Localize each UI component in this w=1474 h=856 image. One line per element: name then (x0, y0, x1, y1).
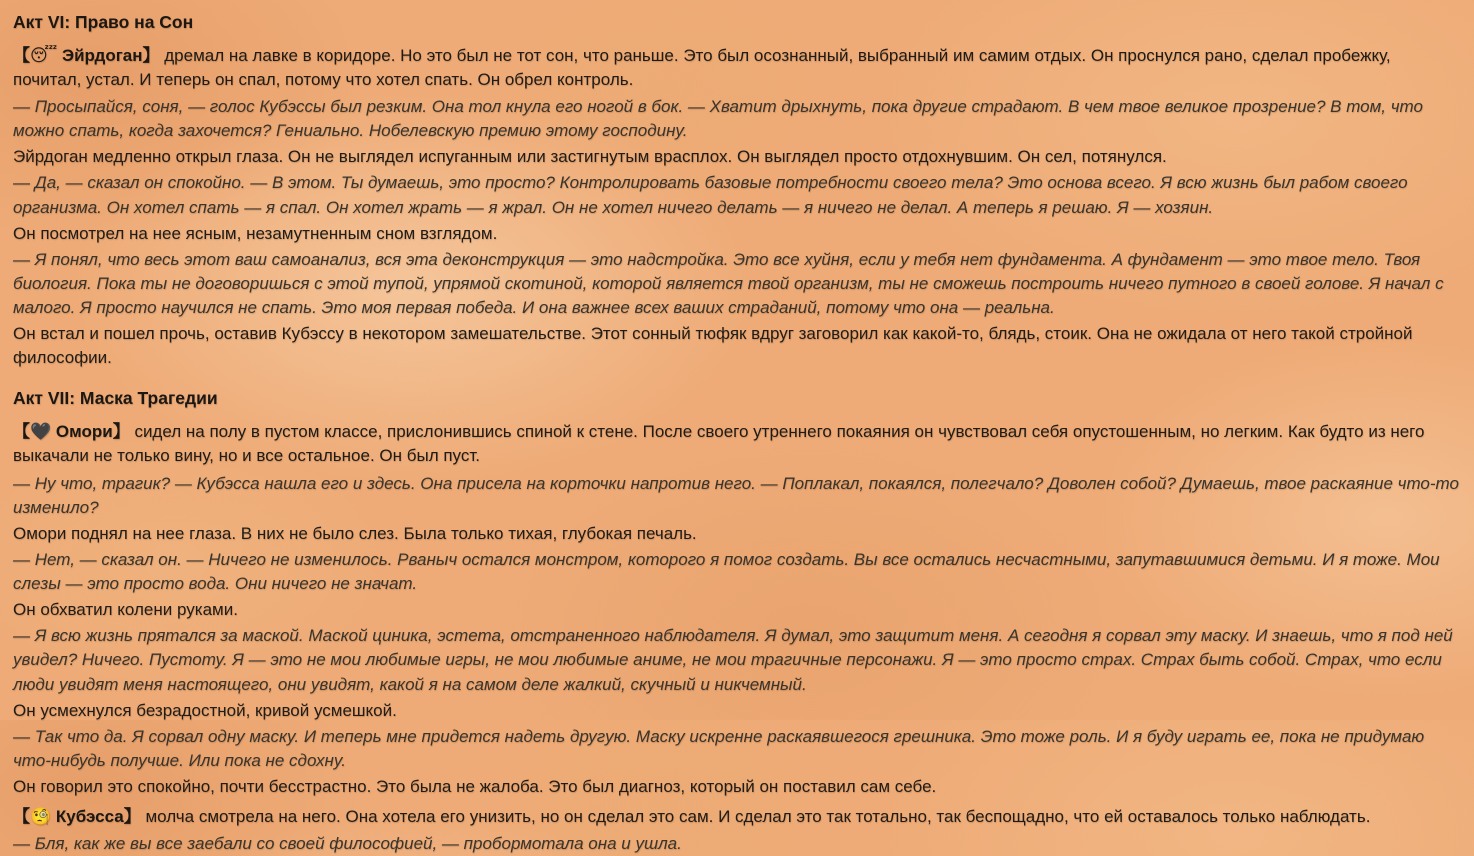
bracket-open: 【 (13, 422, 30, 442)
bracket-open: 【 (13, 45, 30, 65)
character-paragraph (13, 420, 1460, 468)
dialogue-paragraph: — Я всю жизнь прятался за маской. Маской циника, эстета, отстраненного наблюдателя. Я думал, это защитит меня. А сегодня я сорвал эту маску. И знаешь, что я под ней увидел? Ничего. Пустоту. Я — это не мои любимые игры, не мои любимые аниме, не мои трагичные персонажи. Я — это просто страх. Страх быть собой. Страх, что если люди увидят меня настоящего, они увидят, какой я на самом деле жалкий, скучный и никчемный. (13, 626, 1453, 694)
character-paragraph-text: сидел на полу в пустом классе, прислонившись спиной к стене. После своего утреннего покаяния он чувствовал себя опустошенным, но легким. Как будто из него выкачали не только вину, но и все остальное. Он был пуст. (13, 422, 1425, 466)
narrative-paragraph: Он говорил это спокойно, почти бесстрастно. Это была не жалоба. Это был диагноз, который он поставил сам себе. (13, 777, 937, 797)
character-paragraph (13, 44, 1460, 92)
narrative-paragraph: Омори поднял на нее глаза. В них не было слез. Была только тихая, глубокая печаль. (13, 523, 697, 543)
character-emoji-icon: 😴 (30, 45, 58, 65)
character-name: Эйрдоган (62, 45, 143, 65)
act-heading: Акт VI: Право на Сон (13, 12, 194, 32)
character-name: Кубэсса (55, 807, 124, 827)
narrative-paragraph: Он обхватил колени руками. (13, 600, 238, 620)
dialogue-paragraph: — Я понял, что весь этот ваш самоанализ, вся эта деконструкция — это надстройка. Это все хуйня, если у тебя нет фундамента. А фундамент — это твое тело. Твоя биология. Пока ты не договоришься с этой тупой, упрямой скотиной, которой является твой организм, ты не сможешь построить ничего путного в своей голове. Я начал с малого. Я просто научился не спать. Это моя первая победа. И она важнее всех ваших страданий, потому что она — реальна. (13, 249, 1444, 318)
character-name-tag (13, 807, 141, 826)
character-name-tag (13, 422, 130, 441)
act-heading: Акт VII: Маска Трагедии (13, 388, 218, 409)
dialogue-paragraph: — Да, — сказал он спокойно. — В этом. Ты думаешь, это просто? Контролировать базовые потребности своего тела? Это основа всего. Я всю жизнь был рабом своего организма. Он хотел спать — я спал. Он хотел жрать — я жрал. Он не хотел ничего делать — я ничего не делал. А теперь я решаю. Я — хозяин. (13, 173, 1408, 217)
character-emoji-icon: 🖤 (30, 422, 52, 442)
bracket-close: 】 (142, 45, 160, 65)
dialogue-paragraph: — Бля, как же вы все заебали со своей философией, — пробормотала она и ушла. (13, 834, 682, 854)
character-paragraph-text: дремал на лавке в коридоре. Но это был не тот сон, что раньше. Это был осознанный, выбранный им самим отдых. Он проснулся рано, сделал пробежку, почитал, устал. И теперь он спал, потому что хотел спать. Он обрел контроль. (13, 45, 1391, 89)
bracket-close: 】 (112, 422, 130, 442)
narrative-paragraph: Он усмехнулся безрадостной, кривой усмешкой. (13, 700, 397, 720)
narrative-paragraph: Он встал и пошел прочь, оставив Кубэссу в некотором замешательстве. Этот сонный тюфяк вдруг заговорил как какой-то, блядь, стоик. Она не ожидала от него такой стройной философии. (13, 324, 1413, 368)
character-name: Омори (55, 422, 113, 442)
dialogue-paragraph: — Нет, — сказал он. — Ничего не изменилось. Рваныч остался монстром, которого я помог создать. Вы все остались несчастными, запутавшимися детьми. И я тоже. Мои слезы — это просто вода. Они ничего не значат. (13, 549, 1440, 594)
character-paragraph (13, 805, 1460, 829)
dialogue-paragraph: — Просыпайся, соня, — голос Кубэссы был резким. Она тол кнула его ногой в бок. — Хватит дрыхнуть, пока другие страдают. В чем твое великое прозрение? В том, что можно спать, когда захочется? Гениально. Нобелевскую премию этому господину. (13, 97, 1423, 141)
character-emoji-icon: 🧐 (30, 807, 52, 827)
narrative-paragraph: Он посмотрел на нее ясным, незамутненным сном взглядом. (13, 223, 498, 243)
bracket-close: 】 (123, 807, 141, 827)
dialogue-paragraph: — Ну что, трагик? — Кубэсса нашла его и здесь. Она присела на корточки напротив него. — Поплакал, покаялся, полегчало? Доволен собой? Думаешь, твое раскаяние что-то изменило? (13, 473, 1459, 517)
bracket-open: 【 (13, 807, 30, 827)
character-name-tag (13, 46, 160, 65)
narrative-paragraph: Эйрдоган медленно открыл глаза. Он не выглядел испуганным или застигнутым врасплох. Он выглядел просто отдохнувшим. Он сел, потянулся. (13, 147, 1167, 167)
character-paragraph-text: молча смотрела на него. Она хотела его унизить, но он сделал это сам. И сделал это так тотально, так беспощадно, что ей оставалось только наблюдать. (145, 807, 1371, 827)
dialogue-paragraph: — Так что да. Я сорвал одну маску. И теперь мне придется надеть другую. Маску искренне раскаявшегося грешника. Это тоже роль. И я буду играть ее, пока не придумаю что-нибудь получше. Или пока не сдохну. (13, 726, 1425, 770)
